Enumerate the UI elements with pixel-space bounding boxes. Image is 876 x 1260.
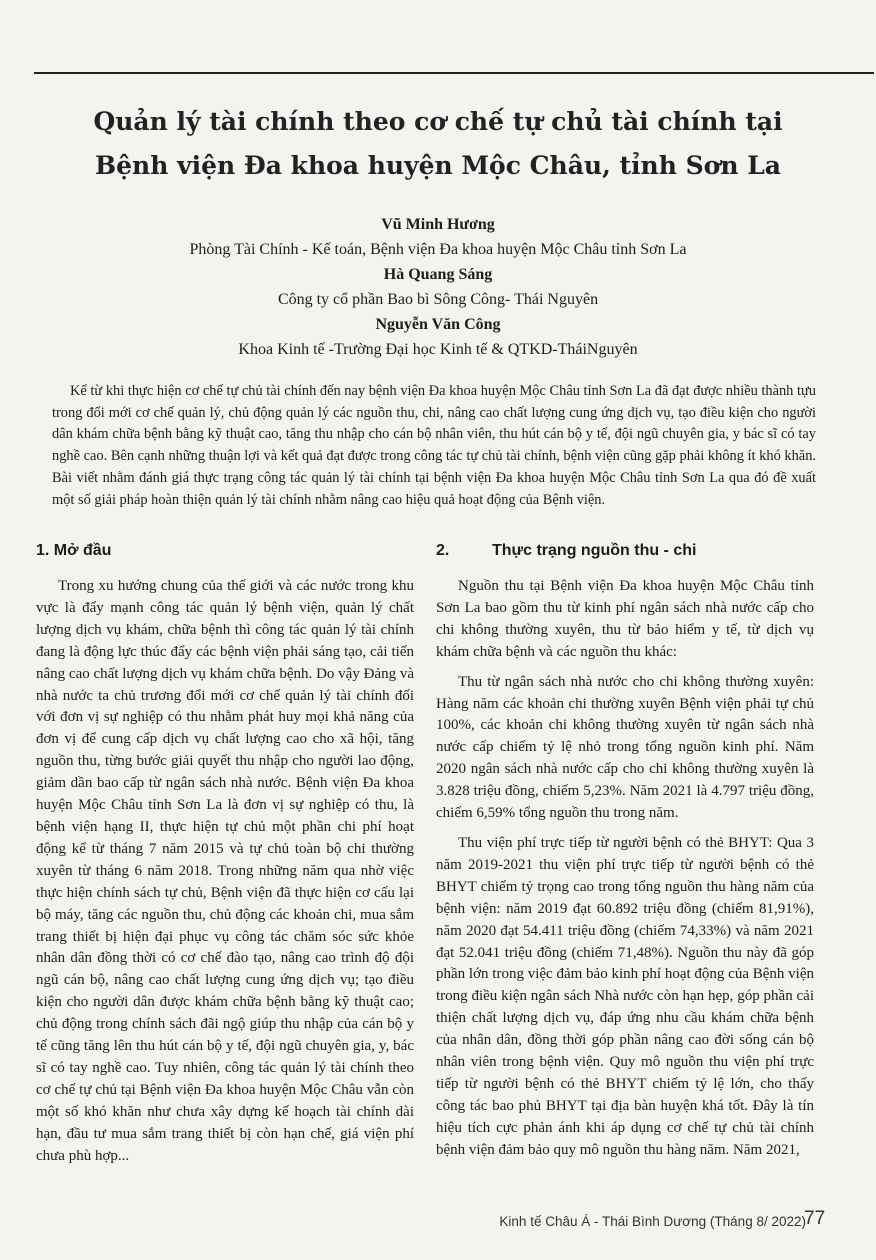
author-affiliation: Phòng Tài Chính - Kế toán, Bệnh viện Đa khoa huyện Mộc Châu tỉnh Sơn La [189, 241, 687, 258]
column-left [36, 540, 414, 1175]
page-number: 77 [804, 1208, 826, 1229]
column-right [436, 540, 814, 1170]
journal-footer: Kinh tế Châu Á - Thái Bình Dương (Tháng 8/ 2022) [499, 1214, 806, 1229]
body-paragraph: Trong xu hướng chung của thế giới và các nước trong khu vực là đẩy mạnh công tác quản lý bệnh viện, quản lý chất lượng dịch vụ khám, chữa bệnh thì công tác quản lý tài chính đang là động lực thúc đẩy các bệnh viện phải sáng tạo, cải tiến nâng cao chất lượng dịch vụ khám chữa bệnh. Do vậy Đảng và nhà nước ta chủ trương đổi mới cơ chế quản lý tài chính đối với đơn vị sự nghiệp có thu nhằm phát huy mọi khả năng của đơn vị để cung cấp dịch vụ chất lượng cao cho xã hội, tăng nguồn thu, từng bước giải quyết thu nhập cho người lao động, giảm dần bao cấp từ ngân sách nhà nước. Bệnh viện Đa khoa huyện Mộc Châu tỉnh Sơn La là đơn vị sự nghiệp có thu, là bệnh viện hạng II, thực hiện tự chủ một phần chi phí hoạt động kể từ tháng 7 năm 2015 và tự chủ toàn bộ chi thường xuyên từ tháng 6 năm 2018. Trong những năm qua nhờ việc thực hiện chính sách tự chủ, Bệnh viện đã thực hiện cơ cấu lại bộ máy, tăng các nguồn thu, chủ động các khoản chi, mua sắm trang thiết bị hiện đại phục vụ công tác chăm sóc sức khỏe nhân dân đồng thời có cơ chế đào tạo, nâng cao trình độ đội ngũ cán bộ, nâng cao chất lượng cung ứng dịch vụ; tạo điều kiện cho người dân được khám chữa bệnh bằng kỹ thuật cao; chủ động trong chính sách đãi ngộ giúp thu nhập của cán bộ y tế cũng tăng lên thu hút cán bộ y tế, đội ngũ chuyên gia, y, bác sĩ có tay nghề cao. Tuy nhiên, công tác quản lý tài chính theo cơ chế tự chủ tại Bệnh viện Đa khoa huyện Mộc Châu vẫn còn một số khó khăn như chưa xây dựng kế hoạch tài chính dài hạn, đầu tư mua sắm trang thiết bị còn hạn chế, giá viện phí chưa phù hợp... [36, 578, 414, 1164]
author-name: Nguyễn Văn Công [375, 316, 501, 333]
abstract: Kể từ khi thực hiện cơ chế tự chủ tài chính đến nay bệnh viện Đa khoa huyện Mộc Châu tỉnh Sơn La đã đạt được nhiều thành tựu trong đổi mới cơ chế quản lý, chủ động quản lý các nguồn thu, chi, nâng cao chất lượng cung ứng dịch vụ, tạo điều kiện cho người dân khám chữa bệnh bằng kỹ thuật cao, tăng thu nhập cho cán bộ nhân viên, thu hút cán bộ y tế, đội ngũ chuyên gia, y bác sĩ có tay nghề cao. Bên cạnh những thuận lợi và kết quả đạt được trong công tác tự chủ tài chính, bệnh viện cũng gặp phải không ít khó khăn. Bài viết nhằm đánh giá thực trạng công tác quản lý tài chính tại bệnh viện Đa khoa huyện Mộc Châu tỉnh Sơn La qua đó đề xuất một số giải pháp hoàn thiện quản lý tài chính nhằm nâng cao hiệu quả hoạt động của Bệnh viện. [52, 383, 816, 508]
section-heading [436, 540, 814, 562]
title-line-1: Quản lý tài chính theo cơ chế tự chủ tài chính tại [93, 107, 783, 136]
section-heading: 1. Mở đầu [36, 542, 112, 559]
body-paragraph: Thu từ ngân sách nhà nước cho chi không thường xuyên: Hàng năm các khoản chi thường xuyên Bệnh viện phải tự chủ 100%, các khoản chi không thường xuyên từ ngân sách nhà nước cấp chiếm tỷ lệ nhỏ trong tổng nguồn kinh phí. Năm 2020 ngân sách nhà nước cấp cho chi không thường xuyên là 3.828 triệu đồng, chiếm 5,23%. Năm 2021 là 4.797 triệu đồng, chiếm 6,59% tổng nguồn thu trong năm. [436, 673, 814, 822]
section-number: 2. [436, 542, 450, 559]
author-name: Vũ Minh Hương [381, 216, 495, 233]
article-title [0, 100, 876, 188]
body-paragraph: Thu viện phí trực tiếp từ người bệnh có thẻ BHYT: Qua 3 năm 2019-2021 thu viện phí trực tiếp từ người bệnh có thẻ BHYT chiếm tỷ trọng cao trong tổng nguồn thu hàng năm của bệnh viện: năm 2019 đạt 60.892 triệu đồng (chiếm 81,91%), năm 2020 đạt 54.411 triệu đồng (chiếm 74,33%) và năm 2021 đạt 52.041 triệu đồng (chiếm 71,48%). Nguồn thu này đã góp phần lớn trong việc đảm bảo kinh phí hoạt động của Bệnh viện trong điều kiện ngân sách Nhà nước còn hạn hẹp, góp phần cải thiện chất lượng dịch vụ, đáp ứng nhu cầu khám chữa bệnh của nhân dân, đồng thời góp phần nâng cao đời sống cán bộ nhân viên trong bệnh viện. Quy mô nguồn thu viện phí trực tiếp từ người bệnh có thẻ BHYT chiếm tỷ lệ lớn, cho thấy công tác bao phủ BHYT tại địa bàn huyện khá tốt. Đây là tín hiệu tích cực phản ánh khi áp dụng cơ chế tự chủ tài chính bệnh viện đảm bảo quy mô nguồn thu hàng năm. Năm 2021, [436, 834, 814, 1158]
body-paragraph: Nguồn thu tại Bệnh viện Đa khoa huyện Mộc Châu tỉnh Sơn La bao gồm thu từ kinh phí ngân sách nhà nước cấp cho chi không thường xuyên, thu từ bảo hiểm y tế, từ dịch vụ khám chữa bệnh và các nguồn thu khác: [436, 578, 814, 660]
top-rule [34, 72, 874, 74]
author-block [0, 212, 876, 362]
section-title: Thực trạng nguồn thu - chi [492, 542, 697, 559]
author-name: Hà Quang Sáng [383, 266, 493, 283]
author-affiliation: Khoa Kinh tế -Trường Đại học Kinh tế & QTKD-TháiNguyên [238, 341, 638, 358]
author-affiliation: Công ty cổ phần Bao bì Sông Công- Thái Nguyên [277, 291, 599, 308]
title-line-2: Bệnh viện Đa khoa huyện Mộc Châu, tỉnh Sơn La [94, 151, 781, 180]
